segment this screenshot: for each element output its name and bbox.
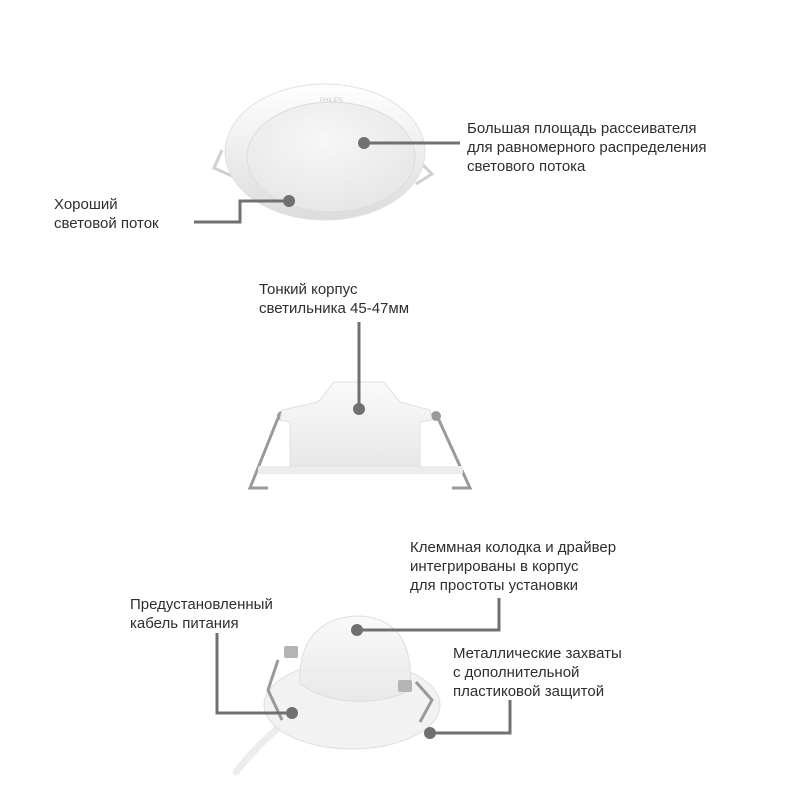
downlight-rear-view	[236, 616, 440, 772]
caption-line: для простоты установки	[410, 577, 579, 594]
dot-slim-body	[353, 403, 365, 415]
dot-clips	[424, 727, 436, 739]
brand-mark: PHILIPS	[320, 98, 344, 104]
dot-light-output	[283, 195, 295, 207]
caption-line: светильника 45-47мм	[259, 300, 410, 317]
caption-line: Тонкий корпус	[259, 281, 358, 298]
caption-line: интегрированы в корпус	[410, 558, 579, 575]
caption-line: Клеммная колодка и драйвер	[410, 539, 617, 556]
diffuser-lens	[247, 102, 415, 212]
callout-slim-body	[259, 280, 409, 318]
left-spring-coil	[284, 646, 298, 658]
caption-line: световой поток	[54, 215, 159, 232]
caption-line: кабель питания	[130, 615, 239, 632]
caption-line: Большая площадь рассеивателя	[467, 120, 697, 137]
callout-metal-clips	[453, 644, 622, 701]
caption-line: светового потока	[467, 158, 586, 175]
callout-power-cable	[130, 595, 273, 633]
dot-cable	[286, 707, 298, 719]
right-spring-pin	[431, 411, 441, 421]
caption-line: с дополнительной	[453, 664, 580, 681]
callout-diffuser-area	[467, 119, 707, 176]
flange	[258, 466, 463, 474]
caption-line: Предустановленный	[130, 596, 273, 613]
dot-terminal	[351, 624, 363, 636]
callout-terminal-block	[410, 538, 616, 595]
leader-clips	[430, 700, 510, 733]
caption-line: Металлические захваты	[453, 645, 622, 662]
dot-diffuser	[358, 137, 370, 149]
callout-light-output	[54, 195, 159, 233]
right-spring	[438, 418, 470, 488]
caption-line: для равномерного распределения	[467, 139, 707, 156]
housing-profile	[280, 382, 432, 466]
left-spring	[250, 418, 278, 488]
caption-line: пластиковой защитой	[453, 683, 605, 700]
caption-line: Хороший	[54, 196, 118, 213]
right-spring-coil	[398, 680, 412, 692]
